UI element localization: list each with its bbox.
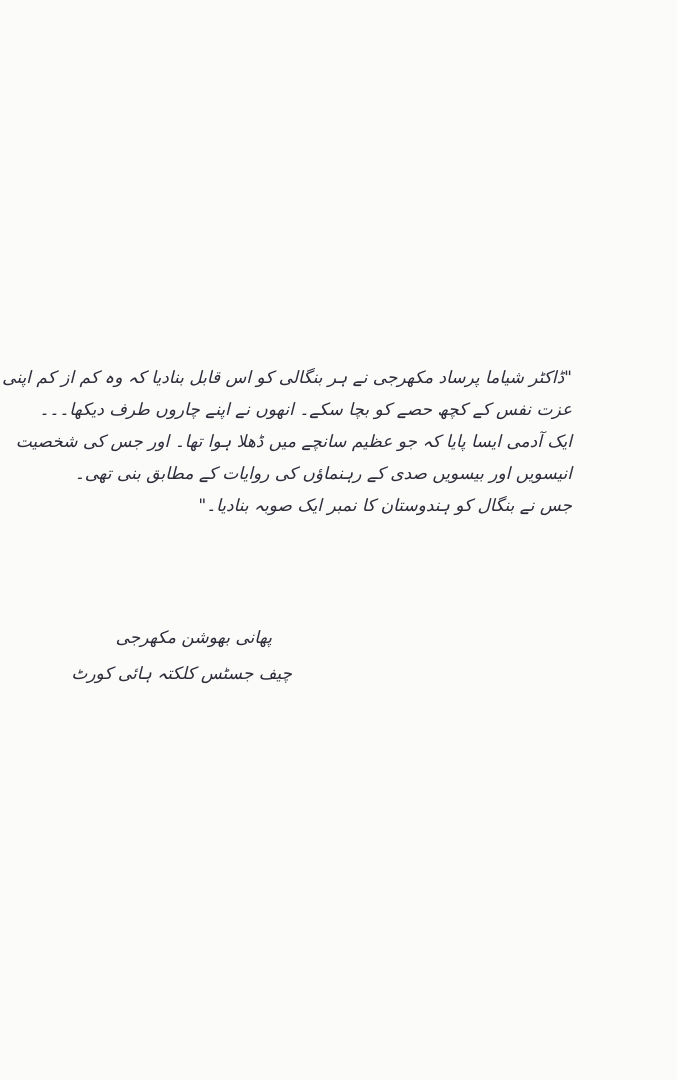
signatory-name: پھانی بھوشن مکھرجی	[115, 628, 272, 648]
signature-block	[71, 620, 292, 692]
quote-line: جس نے بنگال کو ہندوستان کا نمبر ایک صوبہ بنادیا۔"	[198, 496, 572, 516]
quote-paragraph	[2, 362, 572, 522]
quote-line: انیسویں اور بیسویں صدی کے رہنماؤں کی روایات کے مطابق بنی تھی۔	[74, 464, 572, 484]
signatory-title: چیف جسٹس کلکتہ ہائی کورٹ	[71, 664, 292, 684]
quote-line: "ڈاکٹر شیاما پرساد مکھرجی نے ہر بنگالی کو اس قابل بنادیا کہ وہ کم از کم اپنی	[2, 368, 572, 388]
quote-line: ایک آدمی ایسا پایا کہ جو عظیم سانچے میں ڈھلا ہوا تھا۔ اور جس کی شخصیت	[15, 432, 572, 452]
quote-line: عزت نفس کے کچھ حصے کو بچا سکے۔ انھوں نے اپنے چاروں طرف دیکھا۔۔۔	[39, 400, 572, 420]
